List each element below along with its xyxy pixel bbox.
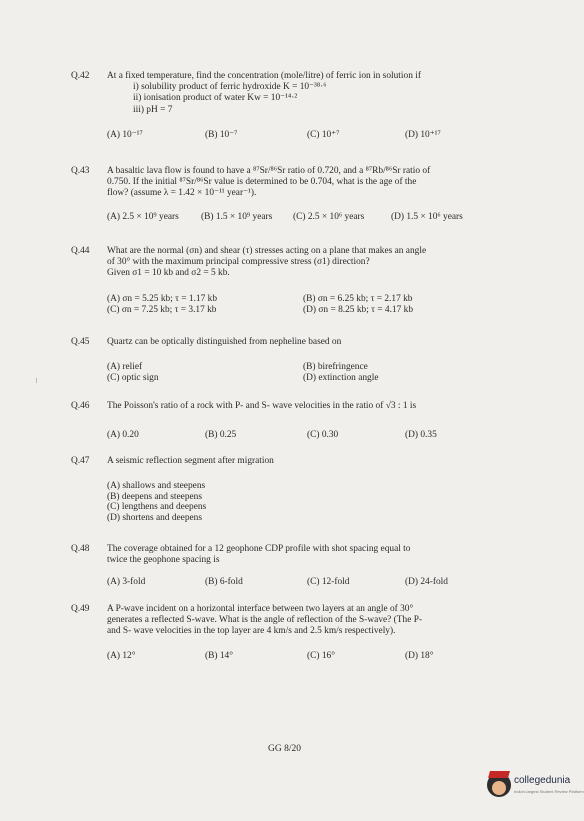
- question-number: Q.43: [71, 166, 90, 176]
- question-text-line: The coverage obtained for a 12 geophone CDP profile with shot spacing equal to: [107, 544, 411, 554]
- option-b: (B) 0.25: [205, 430, 237, 441]
- question-text: Quartz can be optically distinguished from nepheline based on: [107, 337, 342, 347]
- question-text: The Poisson's ratio of a rock with P- and S- wave velocities in the ratio of √3 : 1 is: [107, 401, 417, 411]
- graduation-cap-icon: [488, 771, 510, 778]
- option-a: (A) 3-fold: [107, 577, 146, 588]
- logo-name: collegedunia: [514, 775, 571, 786]
- option-a: (A) relief: [107, 362, 143, 373]
- question-48: [71, 544, 509, 589]
- question-number: Q.45: [71, 337, 90, 347]
- option-a: (A) shallows and steepens: [107, 481, 206, 492]
- option-d: (D) extinction angle: [303, 373, 379, 384]
- option-b: (B) deepens and steepens: [107, 491, 203, 502]
- option-a: (A) 10⁻¹⁷: [107, 129, 143, 140]
- question-text: At a fixed temperature, find the concentration (mole/litre) of ferric ion in solution if: [107, 71, 421, 81]
- options-row: [107, 294, 509, 305]
- question-text-line: What are the normal (σn) and shear (τ) stresses acting on a plane that makes an angle: [107, 246, 427, 256]
- options-row: [107, 651, 509, 663]
- options-row: [107, 430, 509, 442]
- options-row: [107, 212, 509, 224]
- question-text-line: and S- wave velocities in the top layer are 4 km/s and 2.5 km/s respectively).: [107, 626, 396, 637]
- options-row: [107, 362, 509, 373]
- question-number: Q.47: [71, 456, 90, 466]
- option-c: (C) lengthens and deepens: [107, 502, 207, 513]
- question-42: [71, 71, 509, 142]
- question-number: Q.49: [71, 604, 90, 614]
- option-b: (B) birefringence: [303, 362, 368, 373]
- question-44: [71, 246, 509, 316]
- question-45: [71, 337, 509, 384]
- option-c: (C) 16°: [307, 650, 335, 661]
- question-49: [71, 604, 509, 663]
- option-a: (A) 0.20: [107, 430, 139, 441]
- question-number: Q.42: [71, 71, 90, 81]
- option-a: (A) σn = 5.25 kb; τ = 1.17 kb: [107, 293, 218, 304]
- question-text-line: A P-wave incident on a horizontal interface between two layers at an angle of 30°: [107, 604, 414, 614]
- option-b: (B) 6-fold: [205, 577, 243, 588]
- option-d: (D) 18°: [405, 650, 434, 661]
- option-c: (C) 12-fold: [307, 577, 350, 588]
- option-b: (B) 10⁻⁷: [205, 129, 238, 140]
- question-number: Q.46: [71, 401, 90, 411]
- question-number: Q.44: [71, 246, 90, 256]
- question-text-line: Given σ1 = 10 kb and σ2 = 5 kb.: [107, 268, 230, 279]
- option-b: (B) 1.5 × 10⁹ years: [201, 211, 273, 222]
- option-c: (C) optic sign: [107, 373, 159, 384]
- question-text: A seismic reflection segment after migration: [107, 456, 274, 466]
- option-a: (A) 2.5 × 10⁹ years: [107, 211, 179, 222]
- question-43: [71, 166, 509, 224]
- question-text-line: flow? (assume λ = 1.42 × 10⁻¹¹ year⁻¹).: [107, 188, 257, 199]
- logo-tagline: India's largest Student Review Platform: [514, 789, 584, 794]
- options-row: [107, 305, 509, 316]
- option-c: (C) 2.5 × 10⁶ years: [293, 211, 365, 222]
- options-row: [107, 577, 509, 589]
- question-text-line: twice the geophone spacing is: [107, 555, 220, 566]
- option-c: (C) 0.30: [307, 430, 339, 441]
- option-d: (D) 10⁺¹⁷: [405, 129, 441, 140]
- question-47: [71, 456, 509, 523]
- option-d: (D) 1.5 × 10⁶ years: [391, 211, 463, 222]
- option-b: (B) σn = 6.25 kb; τ = 2.17 kb: [303, 293, 413, 304]
- question-text-line: A basaltic lava flow is found to have a ⁸⁷Sr/⁸⁶Sr ratio of 0.720, and a ⁸⁷Rb/⁸⁶Sr ratio of: [107, 166, 431, 176]
- options-row: [107, 130, 509, 142]
- option-d: (D) 24-fold: [405, 577, 448, 588]
- page-margin-mark: [36, 378, 37, 383]
- question-number: Q.48: [71, 544, 90, 554]
- page-footer: GG 8/20: [268, 744, 301, 754]
- collegedunia-logo[interactable]: [487, 773, 584, 803]
- option-c: (C) 10⁺⁷: [307, 129, 340, 140]
- option-d: (D) 0.35: [405, 430, 437, 441]
- option-d: (D) σn = 8.25 kb; τ = 4.17 kb: [303, 304, 414, 315]
- option-a: (A) 12°: [107, 650, 136, 661]
- option-c: (C) σn = 7.25 kb; τ = 3.17 kb: [107, 304, 217, 315]
- options-list: [107, 481, 509, 523]
- question-text-line: generates a reflected S-wave. What is the angle of reflection of the S-wave? (The P-: [107, 615, 423, 626]
- options-row: [107, 373, 509, 384]
- condition-line: i) solubility product of ferric hydroxide K = 10⁻³⁸·⁶: [133, 82, 327, 93]
- question-46: [71, 401, 509, 442]
- condition-line: iii) pH = 7: [133, 104, 173, 115]
- question-text-line: of 30° with the maximum principal compressive stress (σ1) direction?: [107, 257, 370, 268]
- condition-line: ii) ionisation product of water Kw = 10⁻¹⁴·²: [133, 93, 298, 104]
- option-d: (D) shortens and deepens: [107, 512, 203, 523]
- option-b: (B) 14°: [205, 650, 233, 661]
- question-text-line: 0.750. If the initial ⁸⁷Sr/⁸⁶Sr value is determined to be 0.704, what is the age of the: [107, 177, 417, 188]
